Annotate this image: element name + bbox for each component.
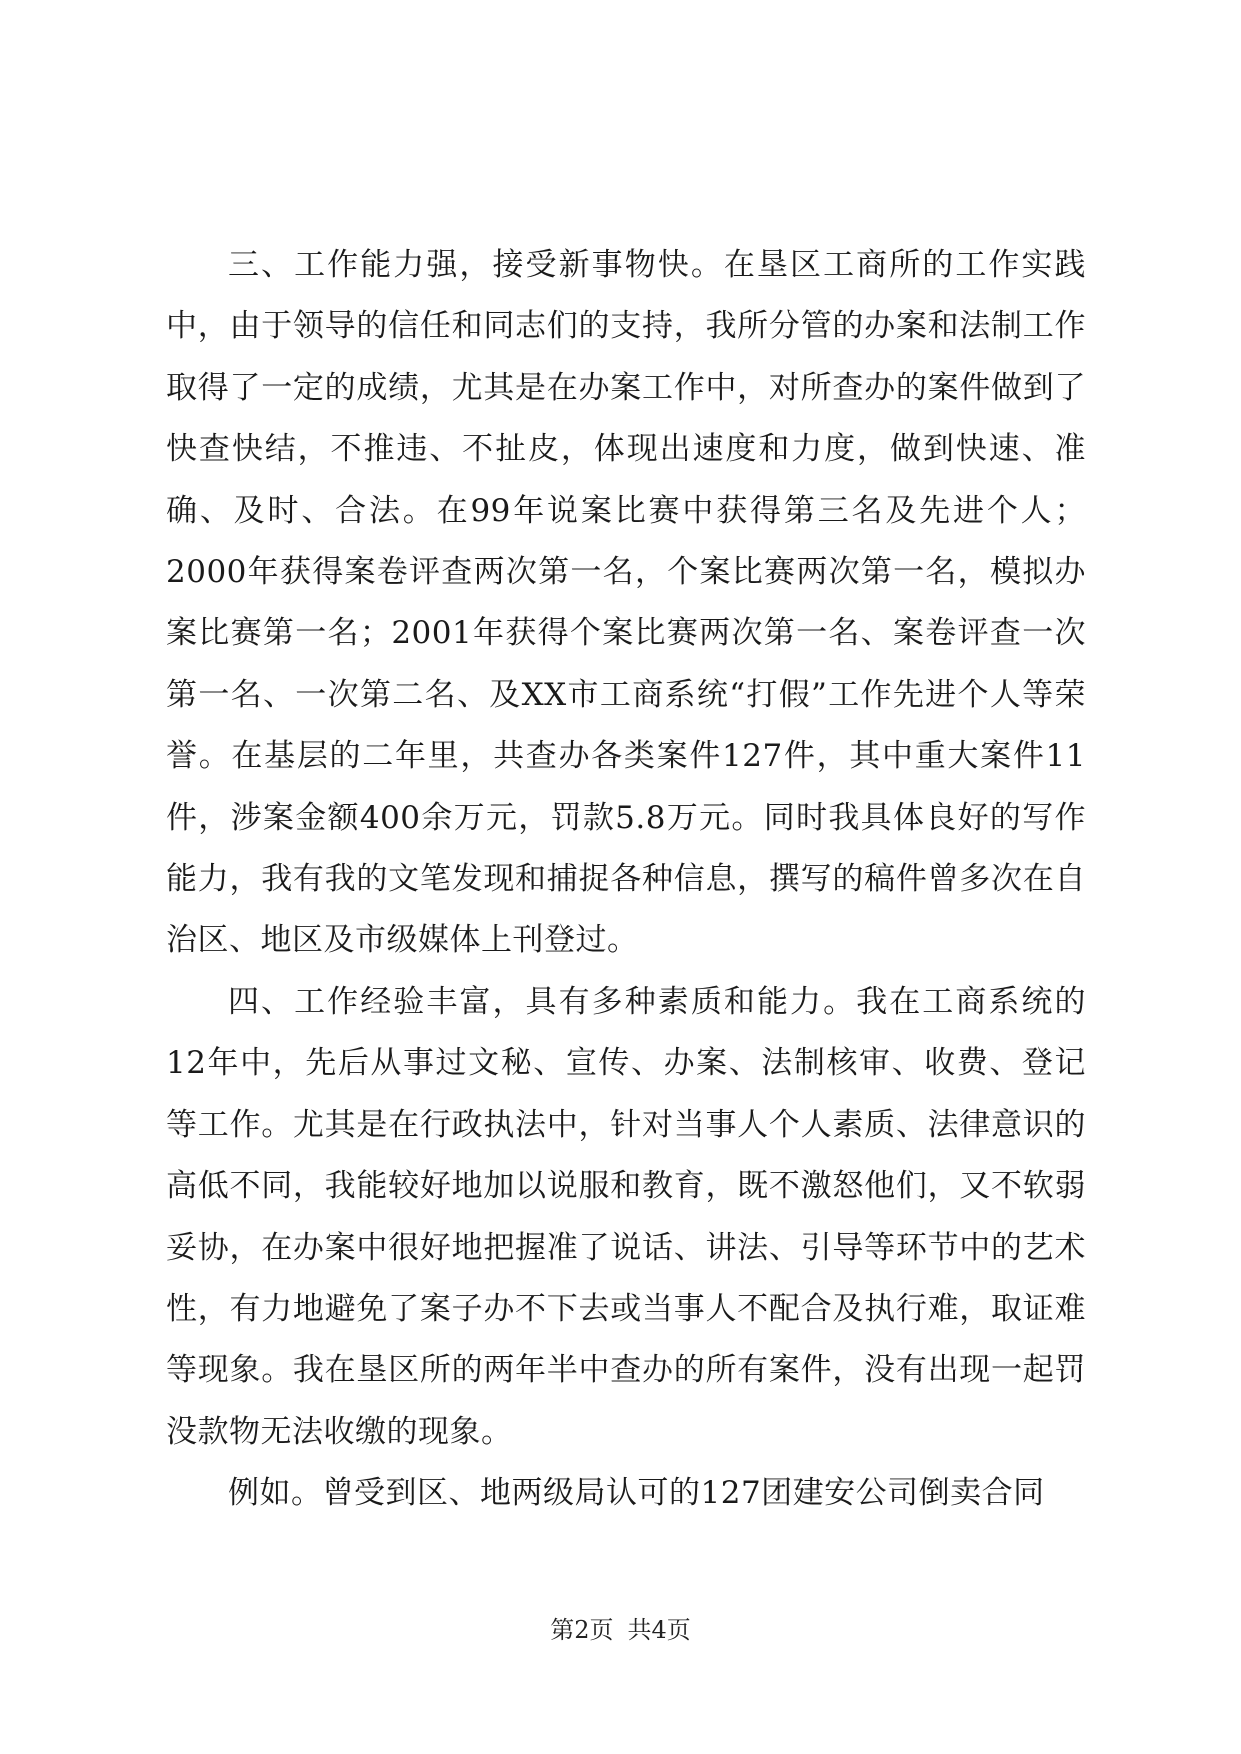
paragraph-work-ability: 三、工作能力强，接受新事物快。在垦区工商所的工作实践中，由于领导的信任和同志们的支持，我所分管的办案和法制工作取得了一定的成绩，尤其是在办案工作中，对所查办的案件做到了快查快结，不推违、不扯皮，体现出速度和力度，做到快速、准确、及时、合法。在99年说案比赛中获得第三名及先进个人；2000年获得案卷评查两次第一名，个案比赛两次第一名，模拟办案比赛第一名；2001年获得个案比赛两次第一名、案卷评查一次第一名、一次第二名、及XX市工商系统“打假”工作先进个人等荣誉。在基层的二年里，共查办各类案件127件，其中重大案件11件，涉案金额400余万元，罚款5.8万元。同时我具体良好的写作能力，我有我的文笔发现和捕捉各种信息，撰写的稿件曾多次在自治区、地区及市级媒体上刊登过。	[166, 247, 1086, 959]
paragraph-example: 例如。曾受到区、地两级局认可的127团建安公司倒卖合同	[228, 1475, 1045, 1512]
document-body	[166, 235, 1086, 1525]
page-footer	[0, 1610, 1241, 1645]
page-total: 共4页	[627, 1616, 691, 1644]
page-number: 第2页	[550, 1616, 614, 1644]
paragraph-work-experience: 四、工作经验丰富，具有多种素质和能力。我在工商系统的12年中，先后从事过文秘、宣传、办案、法制核审、收费、登记等工作。尤其是在行政执法中，针对当事人个人素质、法律意识的高低不同，我能较好地加以说服和教育，既不激怒他们，又不软弱妥协，在办案中很好地把握准了说话、讲法、引导等环节中的艺术性，有力地避免了案子办不下去或当事人不配合及执行难，取证难等现象。我在垦区所的两年半中查办的所有案件，没有出现一起罚没款物无法收缴的现象。	[166, 983, 1086, 1450]
